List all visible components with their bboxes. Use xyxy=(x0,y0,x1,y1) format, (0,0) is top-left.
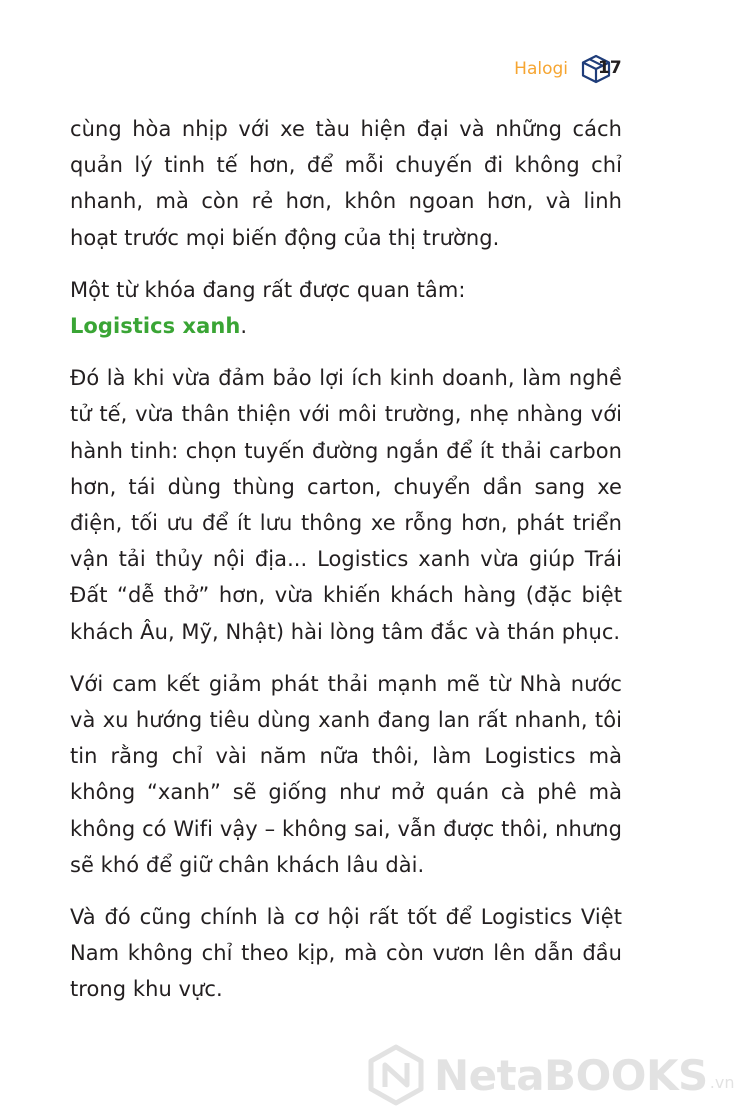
page-body xyxy=(70,111,622,1008)
keyword-period: . xyxy=(240,314,248,339)
paragraph: Và đó cũng chính là cơ hội rất tốt để Logistics Việt Nam không chỉ theo kịp, mà còn vươn lên dẫn đầu trong khu vực. xyxy=(70,905,622,1002)
page-number: 17 xyxy=(598,58,622,78)
brand-name: Halogi xyxy=(514,59,568,79)
paragraph-keyword xyxy=(70,272,622,344)
paragraph: Với cam kết giảm phát thải mạnh mẽ từ Nhà nước và xu hướng tiêu dùng xanh đang lan rất nhanh, tôi tin rằng chỉ vài năm nữa thôi, làm Logistics mà không “xanh” sẽ giống như mở quán cà phê mà không có Wifi vậy – không sai, vẫn được thôi, nhưng sẽ khó để giữ chân khách lâu dài. xyxy=(70,671,622,877)
watermark-domain: .vn xyxy=(709,1073,734,1092)
paragraph: cùng hòa nhịp với xe tàu hiện đại và những cách quản lý tinh tế hơn, để mỗi chuyến đi không chỉ nhanh, mà còn rẻ hơn, khôn ngoan hơn, và linh hoạt trước mọi biến động của thị trường. xyxy=(70,117,622,250)
netabooks-logo-icon xyxy=(364,1043,428,1107)
watermark-brand: NetaBOOKS xyxy=(434,1050,708,1100)
keyword-intro: Một từ khóa đang rất được quan tâm: xyxy=(70,277,466,302)
highlight-keyword: Logistics xanh xyxy=(70,314,241,339)
watermark xyxy=(364,1040,734,1110)
paragraph: Đó là khi vừa đảm bảo lợi ích kinh doanh, làm nghề tử tế, vừa thân thiện với môi trường, nhẹ nhàng với hành tinh: chọn tuyến đường ngắn để ít thải carbon hơn, tái dùng thùng carton, chuyển dần sang xe điện, tối ưu để ít lưu thông xe rỗng hơn, phát triển vận tải thủy nội địa... Logistics xanh vừa giúp Trái Đất “dễ thở” hơn, vừa khiến khách hàng (đặc biệt khách Âu, Mỹ, Nhật) hài lòng tâm đắc và thán phục. xyxy=(70,366,622,644)
